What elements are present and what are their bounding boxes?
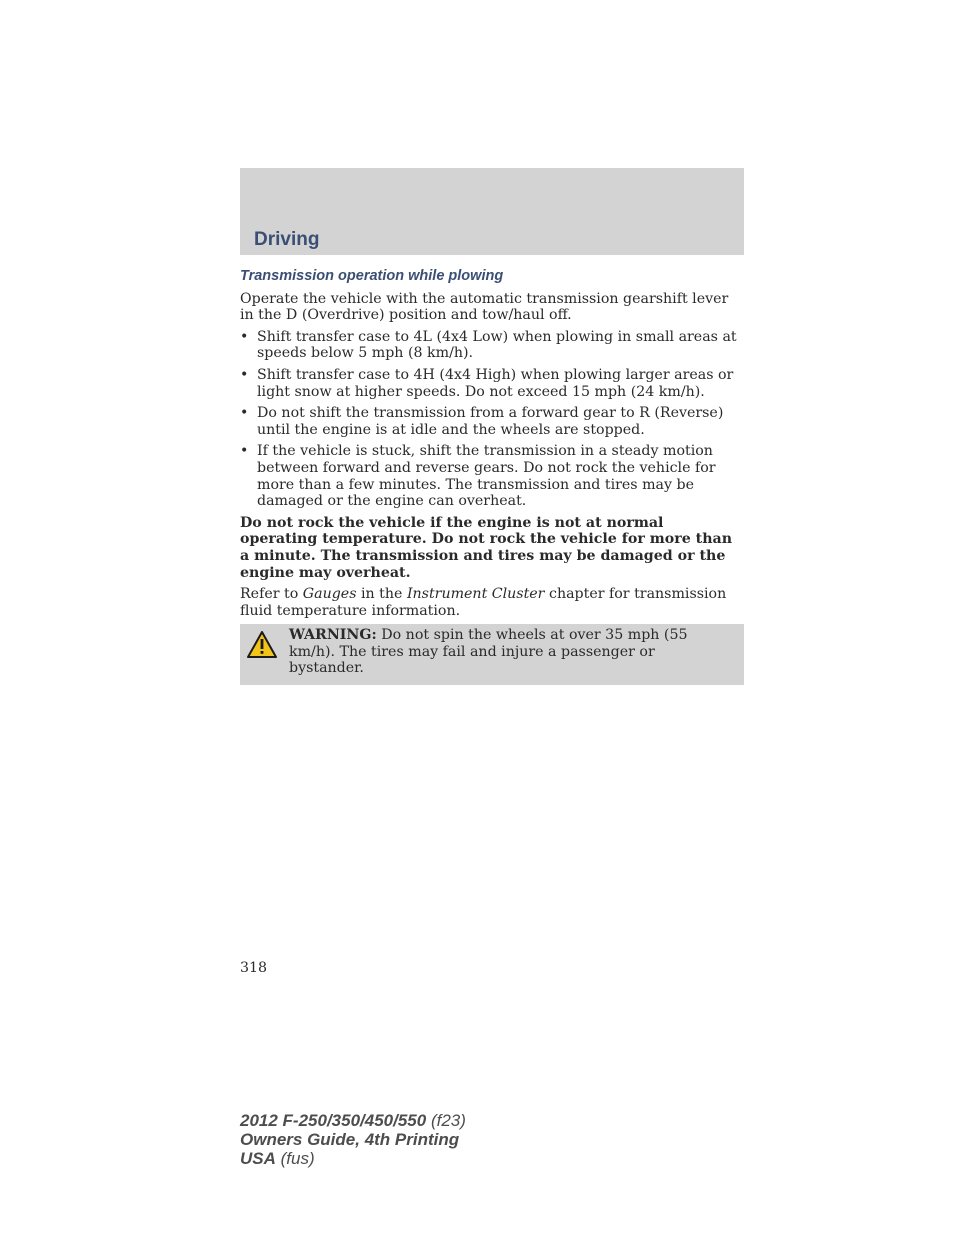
list-item bbox=[240, 329, 744, 362]
warning-triangle-icon bbox=[246, 630, 278, 659]
bullet-list bbox=[240, 329, 744, 510]
subheading: Transmission operation while plowing bbox=[240, 268, 504, 284]
section-header-band bbox=[240, 168, 744, 255]
list-item-text: Do not shift the transmission from a forward gear to R (Reverse) until the engine is at idle and the wheels are stopped. bbox=[257, 405, 724, 438]
list-item bbox=[240, 405, 744, 438]
bold-caution-paragraph: Do not rock the vehicle if the engine is not at normal operating temperature. Do not rock the vehicle for more than a minute. The transmission and tires may be damaged or the engine may overheat. bbox=[240, 514, 733, 581]
footer bbox=[240, 1111, 466, 1168]
intro-paragraph: Operate the vehicle with the automatic transmission gearshift lever in the D (Overdrive) position and tow/haul off. bbox=[240, 290, 729, 324]
list-item bbox=[240, 443, 744, 509]
warning-box bbox=[240, 624, 744, 685]
list-item bbox=[240, 367, 744, 400]
bullet-icon: • bbox=[240, 405, 249, 422]
footer-model-code: (f23) bbox=[426, 1111, 466, 1130]
refer-paragraph bbox=[240, 586, 744, 619]
list-item-text: If the vehicle is stuck, shift the transmission in a steady motion between forward and reverse gears. Do not rock the vehicle for more than a few minutes. The transmission and tires may be damaged or the engine can overheat. bbox=[257, 443, 716, 510]
bullet-icon: • bbox=[240, 366, 249, 383]
list-item-text: Shift transfer case to 4L (4x4 Low) when plowing in small areas at speeds below 5 mph (8 km/h). bbox=[257, 328, 737, 362]
footer-model: 2012 F-250/350/450/550 bbox=[240, 1111, 427, 1130]
footer-line-3 bbox=[240, 1149, 466, 1168]
footer-region-code: (fus) bbox=[275, 1149, 315, 1168]
gauges-reference: Gauges bbox=[302, 586, 357, 603]
footer-line-1 bbox=[240, 1111, 466, 1130]
warning-label: WARNING: bbox=[289, 627, 377, 644]
refer-suffix: chapter for transmission fluid temperature information. bbox=[240, 586, 727, 619]
bullet-icon: • bbox=[240, 328, 249, 345]
page-number: 318 bbox=[240, 960, 268, 976]
warning-text: Do not spin the wheels at over 35 mph (55 km/h). The tires may fail and injure a passenger or bystander. bbox=[289, 627, 688, 677]
bullet-icon: • bbox=[240, 443, 249, 460]
section-title: Driving bbox=[254, 229, 320, 250]
instrument-cluster-reference: Instrument Cluster bbox=[406, 586, 545, 603]
refer-middle: in the bbox=[356, 586, 407, 603]
page-content bbox=[240, 266, 744, 685]
list-item-text: Shift transfer case to 4H (4x4 High) when plowing larger areas or light snow at higher speeds. Do not exceed 15 mph (24 km/h). bbox=[257, 366, 734, 400]
footer-line-2: Owners Guide, 4th Printing bbox=[240, 1130, 460, 1149]
refer-prefix: Refer to bbox=[240, 586, 303, 603]
footer-region: USA bbox=[240, 1149, 276, 1168]
